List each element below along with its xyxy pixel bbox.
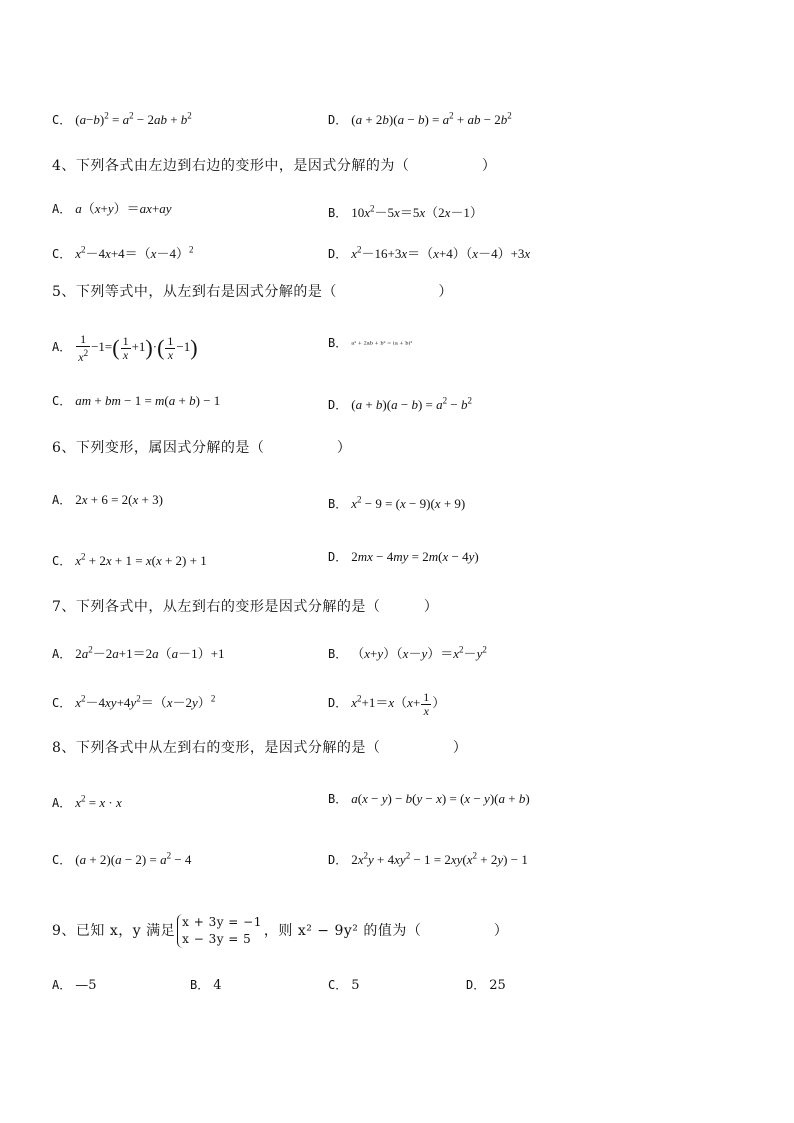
option-d: D． $2x^2y + 4xy^2 - 1 = 2xy(x^2 + 2y) - 1$ xyxy=(328,851,528,868)
option-d: D． $(a + 2b)(a - b) = a^2$ + ab − $2b^2$ xyxy=(328,111,512,128)
option-row xyxy=(0,547,794,567)
option-a: A． a（x+y）＝ax+ay xyxy=(52,201,172,216)
option-row xyxy=(0,846,794,866)
question-5-stem: 5、下列等式中，从左到右是因式分解的是（ ） xyxy=(52,284,453,300)
option-b: B． 4 xyxy=(190,978,222,993)
option-a: A． $x^2 = x \cdot x$ xyxy=(52,794,122,811)
option-c: C． 5 xyxy=(328,978,360,993)
option-b: B． $10x^2-5x=5x(2x-1)$ xyxy=(328,204,483,221)
option-b: B． $(x+y)(x-y)=x^2-y^2$ xyxy=(328,645,487,662)
option-row xyxy=(0,689,794,718)
option-d: D． $(a + b)(a - b) = a^2 - b^2$ xyxy=(328,396,472,413)
option-row xyxy=(0,490,794,510)
question-8-stem: 8、下列各式中从左到右的变形，是因式分解的是（ ） xyxy=(52,740,468,756)
option-c: C． $x^2 + 2x + 1 = x(x + 2) + 1$ xyxy=(52,552,207,569)
option-a: A． 2x + 6 = 2(x + 3) xyxy=(52,492,163,507)
option-a: A． —5 xyxy=(52,978,97,993)
equation-system: x + 3y = −1 x − 3y = 5 xyxy=(177,914,262,948)
option-row xyxy=(0,391,794,411)
option-row xyxy=(0,332,794,364)
option-c: C． am + bm − 1 = m(a + b) − 1 xyxy=(52,393,221,408)
option-row xyxy=(0,640,794,660)
option-c: C． $x^2-4x+4=(x-4)^2$ xyxy=(52,245,194,262)
option-d: D． $x^2+1=x(x+$ $\frac{1}{x}$ ） xyxy=(328,689,446,718)
option-d: D． $x^2-16+3x=(x+4)(x-4)+3x$ xyxy=(328,245,531,262)
option-row xyxy=(0,106,794,126)
option-b: B． a² + 2ab + b² = (a + b)² xyxy=(328,336,413,350)
option-c: C． $(a + 2)(a - 2) = a^2 - 4$ xyxy=(52,851,192,868)
option-row xyxy=(0,240,794,260)
option-row xyxy=(0,975,794,995)
option-c: C． $(a-b)^2 = a^2 - 2ab + b^2$ xyxy=(52,111,192,128)
option-a: A． $\frac{1}{x^2}$ −1=( $\frac{1}{x}$ +1)·( $\frac{1}{x}$ −1) xyxy=(52,332,198,364)
question-7-stem: 7、下列各式中，从左到右的变形是因式分解的是（ ） xyxy=(52,599,439,615)
option-c: C． $x^2-4xy+4y^2=(x-2y)^2$ xyxy=(52,694,216,711)
option-d: D． 25 xyxy=(466,978,506,993)
option-a: A． $2a^2-2a+1=2a(a-1)+1$ xyxy=(52,645,225,662)
question-4-stem: 4、下列各式由左边到右边的变形中，是因式分解的为（ ） xyxy=(52,158,497,174)
option-b: B． $x^2 - 9 = (x - 9)(x + 9)$ xyxy=(328,495,466,512)
question-9-stem: 9、已知 x，y 满足 x + 3y = −1 x − 3y = 5 ，则 x² − 9y² 的值为（ ） xyxy=(52,915,509,946)
option-d: D． 2mx − 4my = 2m(x − 4y) xyxy=(328,549,479,564)
question-6-stem: 6、下列变形，属因式分解的是（ ） xyxy=(52,440,352,456)
option-row xyxy=(0,789,794,809)
option-row xyxy=(0,199,794,219)
option-b: B． a(x − y) − b(y − x) = (x − y)(a + b) xyxy=(328,791,530,806)
